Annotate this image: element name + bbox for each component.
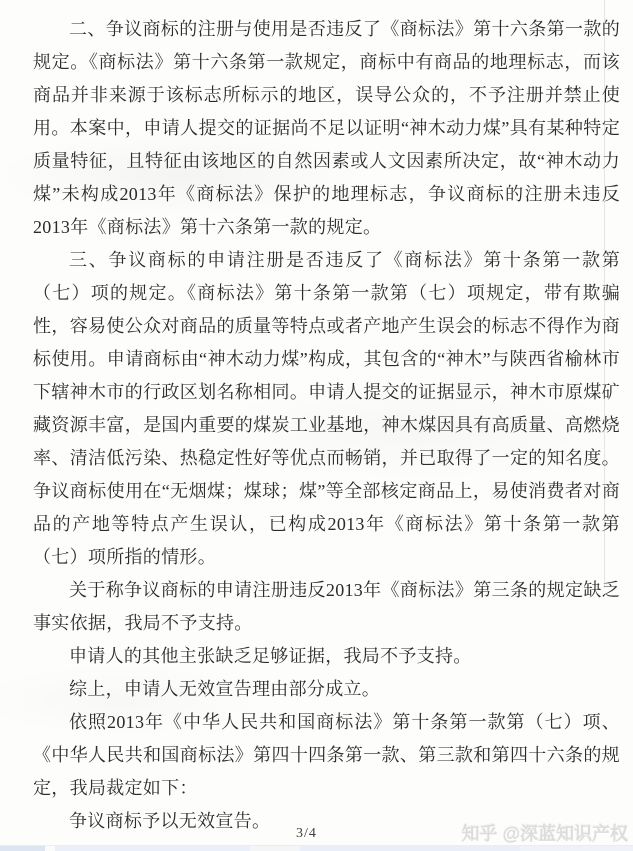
- paragraph-7: 争议商标予以无效宣告。: [69, 811, 271, 831]
- paragraph-2: 三、争议商标的申请注册是否违反了《商标法》第十条第一款第（七）项的规定。《商标法》第十条第一款第（七）项规定，带有欺骗性，容易使公众对商品的质量等特点或者产地产生误会的标志不得作为商标使用。申请商标由“神木动力煤”构成，其包含的“神木”与陕西省榆林市下辖神木市的行政区划名称相同。申请人提交的证据显示，神木市原煤矿藏资源丰富，是国内重要的煤炭工业基地，神木煤因具有高质量、高燃烧率、清洁低污染、热稳定性好等优点而畅销，并已取得了一定的知名度。争议商标使用在“无烟煤；煤球；煤”等全部核定商品上，易使消费者对商品的产地等特点产生误认，已构成2013年《商标法》第十条第一款第（七）项所指的情形。: [33, 250, 620, 567]
- watermark-zhihu: 知乎 @深蓝知识产权: [461, 824, 628, 844]
- document-body: [33, 13, 620, 838]
- paragraph-4: 申请人的其他主张缺乏足够证据，我局不予支持。: [69, 646, 472, 666]
- scan-edge-strip: [0, 845, 633, 851]
- page-number: 3/4: [296, 826, 317, 841]
- paragraph-3: 关于称争议商标的申请注册违反2013年《商标法》第三条的规定缺乏事实依据，我局不予支持。: [33, 580, 620, 633]
- paragraph-6: 依照2013年《中华人民共和国商标法》第十条第一款第（七）项、《中华人民共和国商标法》第四十四条第一款、第三款和第四十六条的规定，我局裁定如下：: [33, 712, 620, 798]
- paragraph-1: 二、争议商标的注册与使用是否违反了《商标法》第十六条第一款的规定。《商标法》第十六条第一款规定，商标中有商品的地理标志，而该商品并非来源于该标志所标示的地区，误导公众的，不予注册并禁止使用。本案中，申请人提交的证据尚不足以证明“神木动力煤”具有某种特定质量特征，且特征由该地区的自然因素或人文因素所决定，故“神木动力煤”未构成2013年《商标法》保护的地理标志，争议商标的注册未违反2013年《商标法》第十六条第一款的规定。: [33, 19, 620, 237]
- scan-artifact-vertical-line: [604, 0, 605, 588]
- paragraph-5: 综上，申请人无效宣告理由部分成立。: [69, 679, 381, 699]
